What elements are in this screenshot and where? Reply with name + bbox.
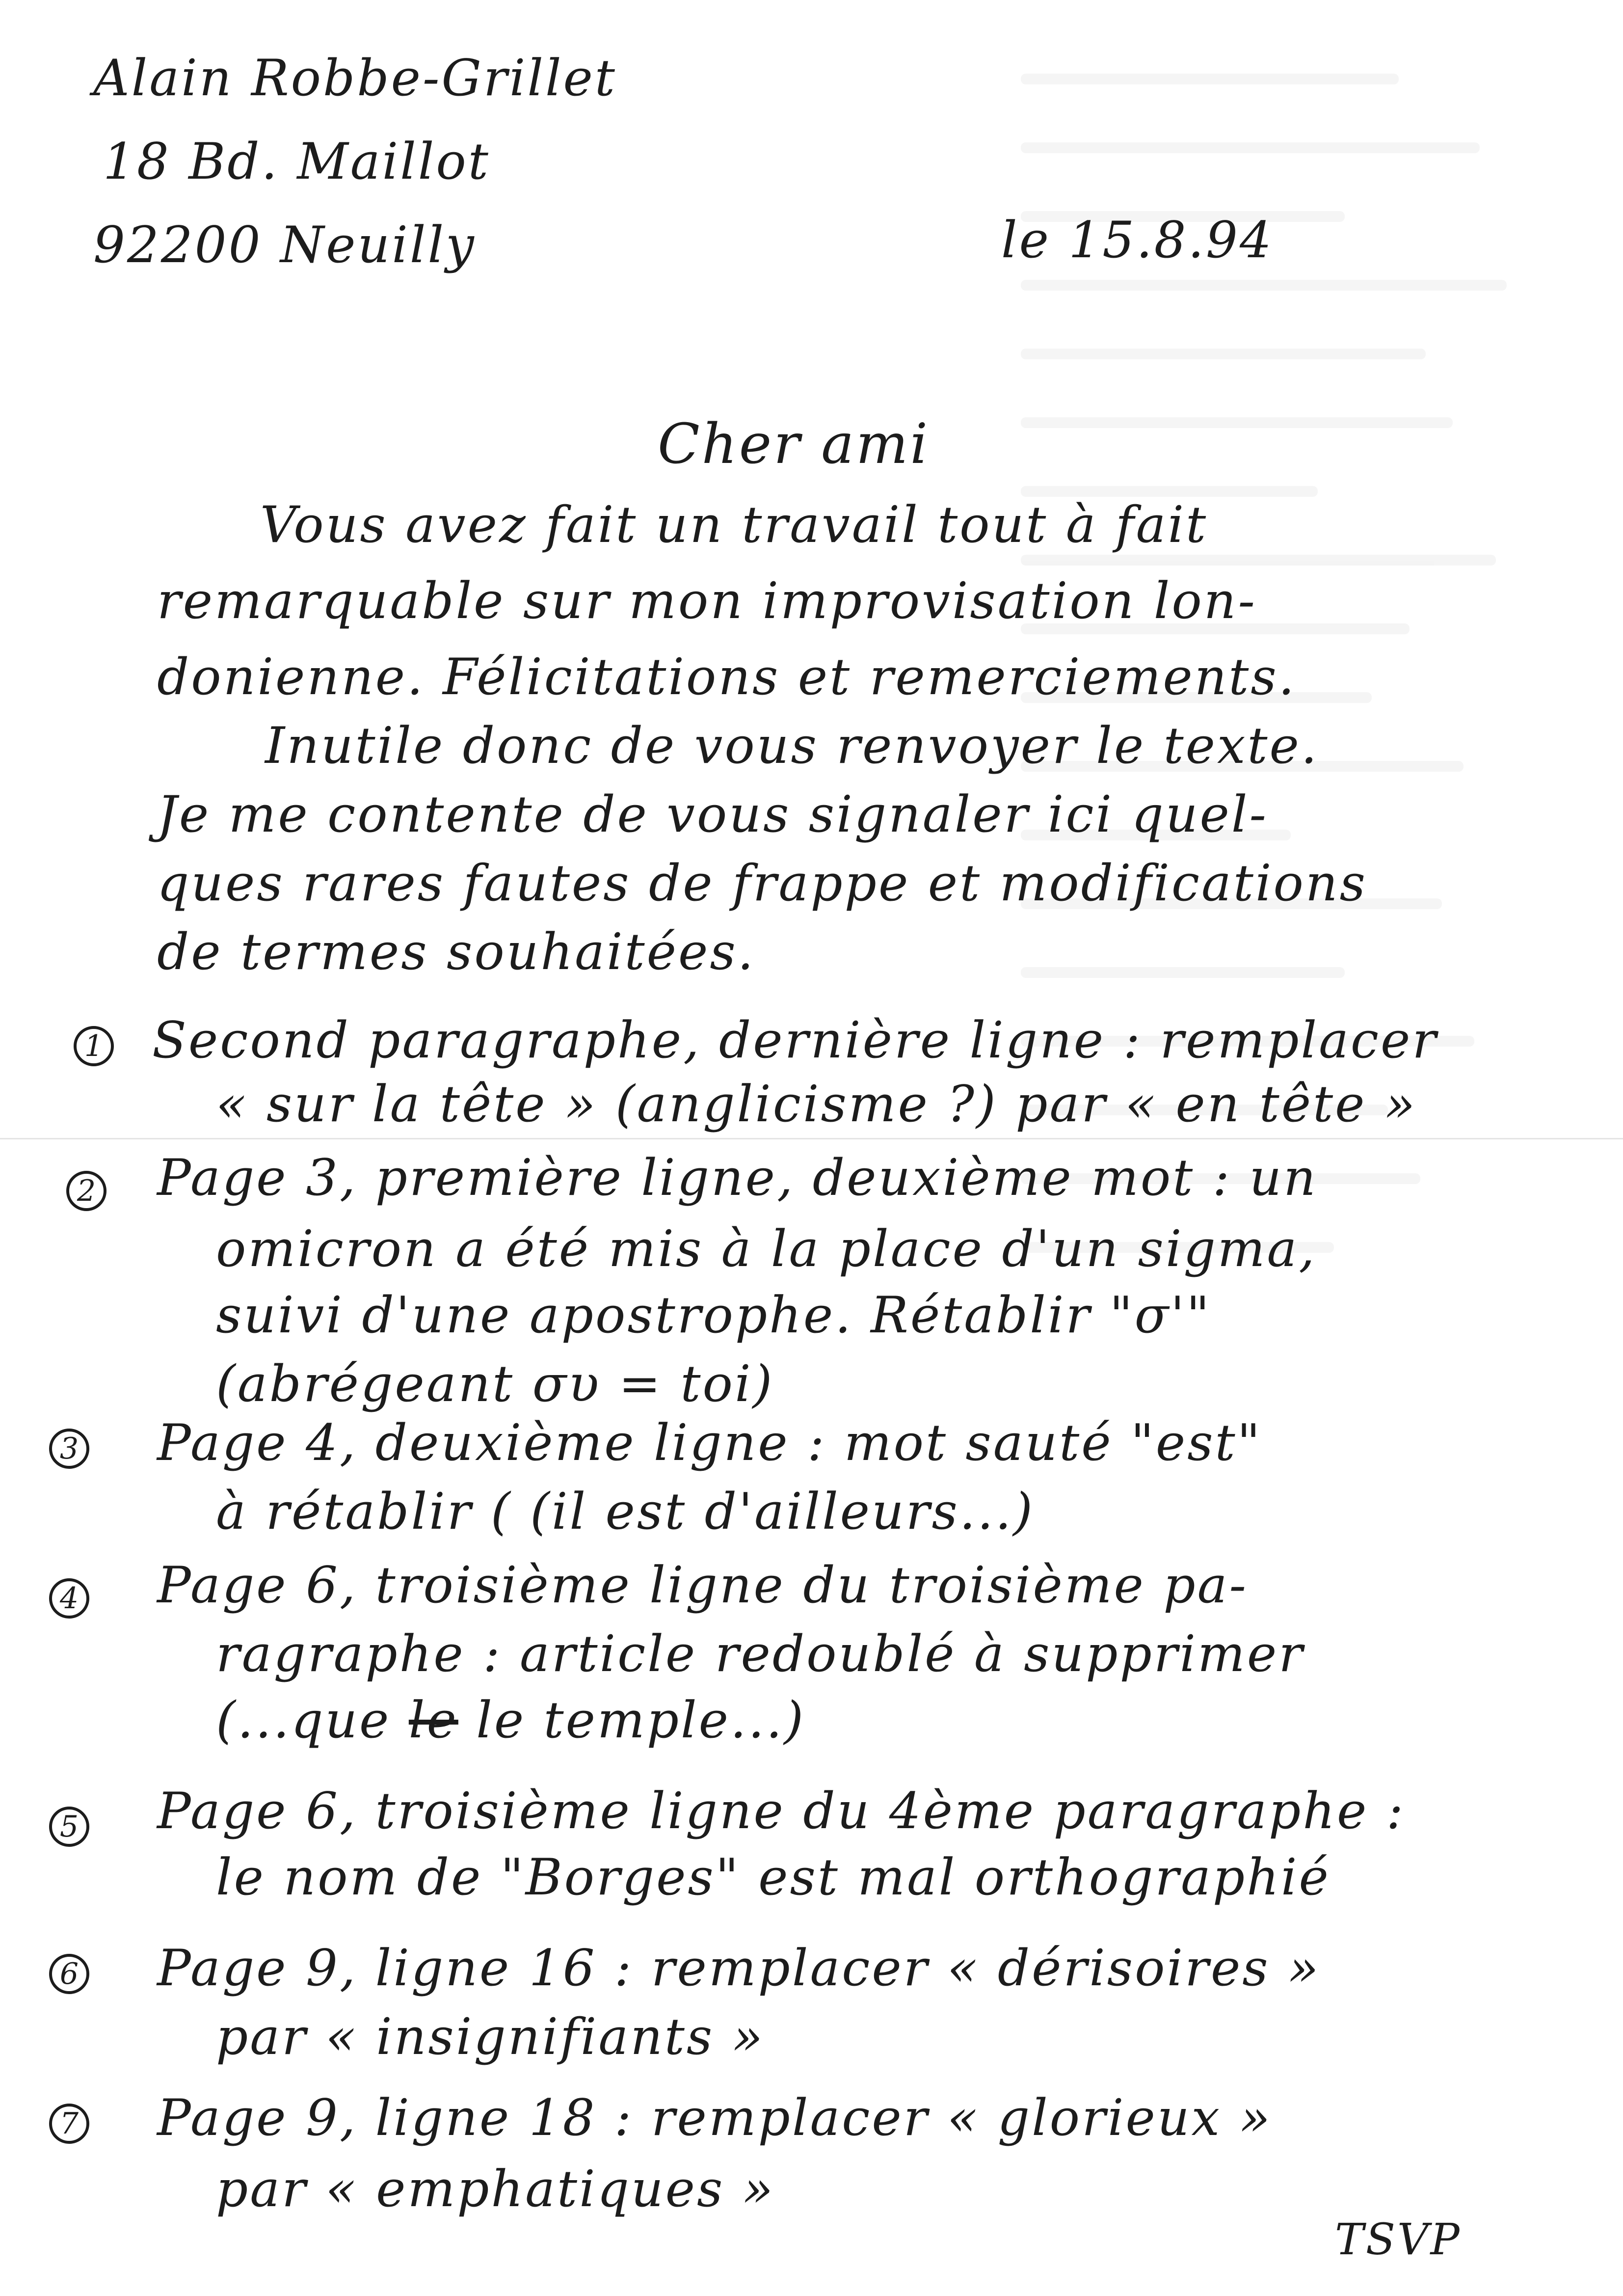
correction-5-line: Page 6, troisième ligne du 4ème paragraphe : bbox=[157, 1782, 1406, 1840]
correction-2-line: omicron a été mis à la place d'un sigma, bbox=[216, 1220, 1317, 1278]
correction-7-line: Page 9, ligne 18 : remplacer « glorieux » bbox=[157, 2089, 1272, 2147]
correction-2-line: Page 3, première ligne, deuxième mot : un bbox=[157, 1149, 1318, 1207]
correction-number-badge: 5 bbox=[49, 1807, 89, 1847]
correction-number-badge: 3 bbox=[49, 1429, 89, 1469]
correction-2-line: suivi d'une apostrophe. Rétablir "σ'" bbox=[216, 1286, 1212, 1345]
body-line: Vous avez fait un travail tout à fait bbox=[260, 496, 1208, 554]
sender-street: 18 Bd. Maillot bbox=[103, 133, 490, 191]
correction-4-struck-line bbox=[216, 1691, 805, 1750]
closing-tsvp: TSVP bbox=[1335, 2214, 1462, 2265]
letter-date: le 15.8.94 bbox=[1001, 211, 1274, 270]
sender-name: Alain Robbe-Grillet bbox=[93, 49, 617, 108]
correction-3-line: à rétablir ( (il est d'ailleurs...) bbox=[216, 1483, 1035, 1541]
body-line: Inutile donc de vous renvoyer le texte. bbox=[265, 717, 1319, 775]
body-line: donienne. Félicitations et remerciements. bbox=[157, 648, 1297, 706]
body-line: Je me contente de vous signaler ici quel- bbox=[157, 785, 1268, 844]
salutation: Cher ami bbox=[658, 412, 930, 476]
correction-number-badge: 7 bbox=[49, 2104, 89, 2144]
correction-1-line: Second paragraphe, dernière ligne : remplacer bbox=[152, 1011, 1438, 1070]
struck-line-prefix: (...que bbox=[216, 1691, 409, 1750]
correction-6-line: Page 9, ligne 16 : remplacer « dérisoires » bbox=[157, 1939, 1321, 1998]
correction-number-badge: 1 bbox=[74, 1026, 114, 1066]
correction-4-line: Page 6, troisième ligne du troisième pa- bbox=[157, 1556, 1248, 1615]
sender-city: 92200 Neuilly bbox=[93, 216, 476, 274]
correction-1-line: « sur la tête » (anglicisme ?) par « en tête » bbox=[216, 1075, 1417, 1134]
correction-5-line: le nom de "Borges" est mal orthographié bbox=[216, 1848, 1330, 1907]
body-line: de termes souhaitées. bbox=[157, 923, 756, 981]
correction-6-line: par « insignifiants » bbox=[216, 2008, 765, 2066]
correction-number-badge: 6 bbox=[49, 1954, 89, 1994]
body-line: ques rares fautes de frappe et modifications bbox=[157, 854, 1367, 913]
body-line: remarquable sur mon improvisation lon- bbox=[157, 572, 1257, 630]
correction-3-line: Page 4, deuxième ligne : mot sauté "est" bbox=[157, 1414, 1262, 1472]
struck-word: le bbox=[408, 1691, 458, 1750]
correction-number-badge: 4 bbox=[49, 1578, 89, 1619]
correction-4-line: ragraphe : article redoublé à supprimer bbox=[216, 1625, 1305, 1683]
struck-line-suffix: le temple...) bbox=[458, 1691, 806, 1750]
correction-2-line: (abrégeant συ = toi) bbox=[216, 1355, 774, 1413]
correction-7-line: par « emphatiques » bbox=[216, 2160, 775, 2218]
correction-number-badge: 2 bbox=[66, 1171, 106, 1211]
